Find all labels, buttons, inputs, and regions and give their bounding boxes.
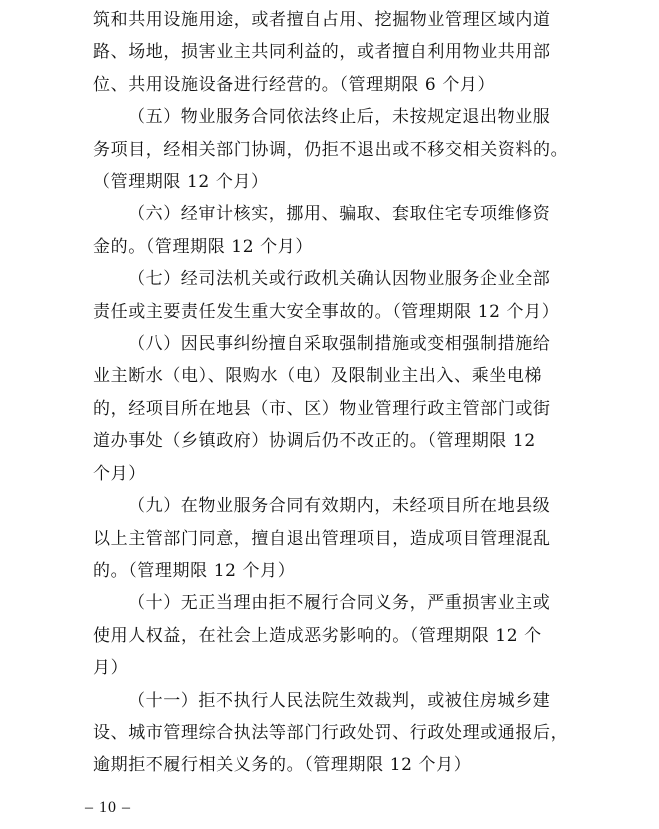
text-line: 的，经项目所在地县（市、区）物业管理行政主管部门或街	[93, 398, 551, 419]
text-line: 责任或主要责任发生重大安全事故的。（管理期限 12 个月）	[93, 301, 560, 322]
text-line: （十一）拒不执行人民法院生效裁判，或被住房城乡建	[128, 690, 551, 711]
paragraph-item-5	[93, 101, 569, 198]
text-line: （十）无正当理由拒不履行合同义务，严重损害业主或	[128, 593, 551, 614]
text-line: 逾期拒不履行相关义务的。（管理期限 12 个月）	[93, 755, 472, 776]
text-line: 位、共用设施设备进行经营的。（管理期限 6 个月）	[93, 74, 496, 95]
paragraph-continuation	[93, 4, 563, 101]
text-line: 务项目，经相关部门协调，仍拒不退出或不移交相关资料的。	[93, 139, 569, 160]
text-line: （七）经司法机关或行政机关确认因物业服务企业全部	[128, 269, 551, 290]
text-line: 道办事处（乡镇政府）协调后仍不改正的。（管理期限 12	[93, 431, 536, 452]
text-line: 使用人权益，在社会上造成恶劣影响的。（管理期限 12 个	[93, 625, 542, 646]
paragraph-item-8	[93, 328, 563, 490]
text-line: 设、城市管理综合执法等部门行政处罚、行政处理或通报后，	[93, 722, 569, 743]
paragraph-item-6	[93, 198, 563, 263]
text-line: 路、场地，损害业主共同利益的，或者擅自利用物业共用部	[93, 42, 551, 63]
paragraph-item-9	[93, 490, 563, 587]
page-number: – 10 –	[85, 799, 131, 816]
text-line: 筑和共用设施用途，或者擅自占用、挖掘物业管理区域内道	[93, 10, 551, 30]
text-line: （九）在物业服务合同有效期内，未经项目所在地县级	[128, 496, 551, 517]
paragraph-item-7	[93, 263, 563, 328]
text-line: （六）经审计核实，挪用、骗取、套取住宅专项维修资	[128, 204, 551, 225]
text-line: 金的。（管理期限 12 个月）	[93, 236, 313, 257]
text-line: （八）因民事纠纷擅自采取强制措施或变相强制措施给	[128, 334, 551, 355]
paragraph-item-10	[93, 587, 563, 684]
text-line: 以上主管部门同意，擅自退出管理项目，造成项目管理混乱	[93, 528, 551, 549]
text-line: 的。（管理期限 12 个月）	[93, 560, 296, 581]
text-line: 个月）	[93, 463, 146, 484]
text-line: 业主断水（电）、限购水（电）及限制业主出入、乘坐电梯	[93, 366, 543, 387]
text-line: 月）	[93, 658, 129, 679]
text-line: （五）物业服务合同依法终止后，未按规定退出物业服	[128, 107, 551, 128]
text-line: （管理期限 12 个月）	[93, 172, 269, 193]
document-body	[93, 4, 569, 782]
paragraph-item-11	[93, 685, 569, 782]
